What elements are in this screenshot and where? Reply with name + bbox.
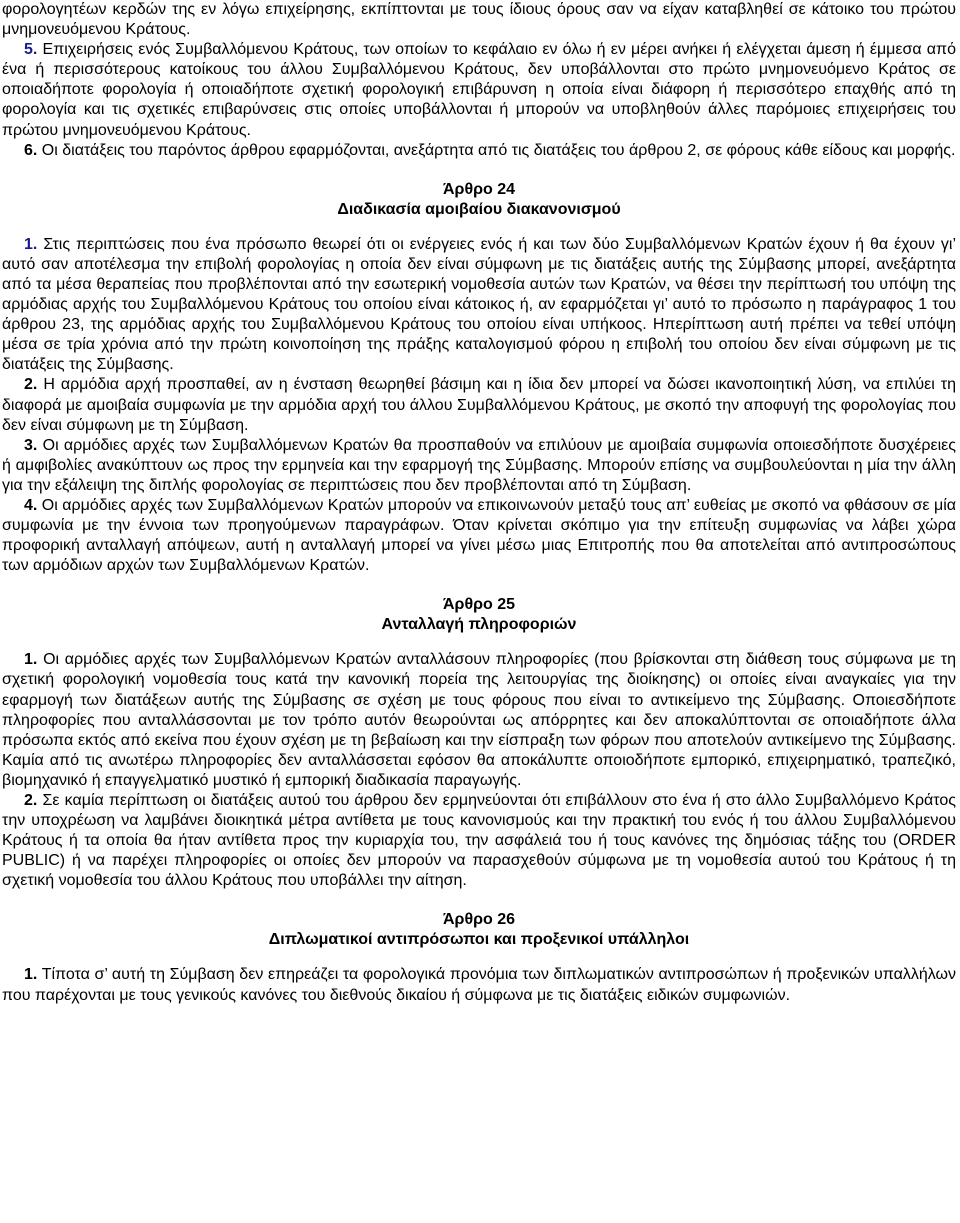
- paragraph-number: 5.: [24, 41, 38, 59]
- paragraph-continued: [2, 0, 956, 40]
- paragraph-5: [2, 40, 956, 140]
- article-25-title: Άρθρο 25: [442, 596, 515, 614]
- article-24-subtitle: Διαδικασία αμοιβαίου διακανονισμού: [337, 200, 621, 218]
- paragraph-number: 1.: [24, 651, 38, 669]
- paragraph-text: Οι αρμόδιες αρχές των Συμβαλλόμενων Κρατών θα προσπαθούν να επιλύουν με αμοιβαία συμφωνία οποιεσδήποτε δυσχέρειες ή αμφιβολίες ανακύπτουν ως προς την ερμηνεία και την εφαρμογή της Σύμβασης. Μπορούν επίσης να συμβουλεύονται η μία την άλλη για την εξάλειψη της διπλής φορολογίας σε περιπτώσεις που δεν προβλέπονται από τη Σύμβαση.: [2, 436, 956, 494]
- article-24-title: Άρθρο 24: [442, 180, 515, 198]
- paragraph-text: Τίποτα σ’ αυτή τη Σύμβαση δεν επηρεάζει τα φορολογικά προνόμια των διπλωματικών αντιπροσώπων ή προξενικών υπαλλήλων που παρέχονται με τους γενικούς κανόνες του διεθνούς δικαίου ή σύμφωνα με τις διατάξεις ειδικών συμφωνιών.: [2, 966, 957, 1004]
- paragraph-number: 3.: [24, 436, 38, 454]
- article-25-subtitle: Ανταλλαγή πληροφοριών: [381, 616, 577, 634]
- paragraph-number: 2.: [24, 376, 38, 394]
- article-26-subtitle: Διπλωματικοί αντιπρόσωποι και προξενικοί υπάλληλοι: [268, 931, 690, 949]
- paragraph-text: Οι διατάξεις του παρόντος άρθρου εφαρμόζονται, ανεξάρτητα από τις διατάξεις του άρθρου 2, σε φόρους κάθε είδους και μορφής.: [41, 141, 956, 159]
- paragraph-text: Στις περιπτώσεις που ένα πρόσωπο θεωρεί ότι οι ενέργειες ενός ή και των δύο Συμβαλλόμενων Κρατών έχουν ή θα έχουν γι’ αυτό σαν αποτέλεσμα την επιβολή φορολογίας η οποία δεν είναι σύμφωνη με τις διατάξεις αυτής της Σύμβασης μπορεί, ανεξάρτητα από τα μέσα θεραπείας που προβλέπονται από την εσωτερική νομοθεσία αυτών των Κρατών, να θέσει την περίπτωσή του υπόψη της αρμόδιας αρχής του Συμβαλλόμενου Κράτους του οποίου είναι κάτοικος ή, αν εφαρμόζεται γι’ αυτό το πρόσωπο η παράγραφος 1 του άρθρου 23, της αρμόδιας αρχής του Συμβαλλόμενου Κράτους του οποίου είναι υπήκοος. Ηπερίπτωση αυτή πρέπει να τεθεί υπόψη μέσα σε τρία χρόνια από την πρώτη κοινοποίηση της πράξης καταλογισμού φόρου η επιβολή του οποίου δεν είναι σύμφωνη με τις διατάξεις της Σύμβασης.: [2, 235, 956, 374]
- article-24-paragraph-1: [2, 235, 956, 376]
- article-26-paragraph-1: [2, 965, 956, 1005]
- article-24-paragraph-4: [2, 496, 956, 576]
- article-24-paragraph-3: [2, 436, 956, 496]
- paragraph-number: 4.: [24, 496, 38, 514]
- paragraph-number: 2.: [24, 792, 38, 809]
- paragraph-text: φορολογητέων κερδών της εν λόγω επιχείρησης, εκπίπτονται με τους ίδιους όρους σαν να είχαν καταβληθεί σε κάτοικο του πρώτου μνημονευόμενου Κράτους.: [2, 1, 956, 39]
- paragraph-text: Η αρμόδια αρχή προσπαθεί, αν η ένσταση θεωρηθεί βάσιμη και η ίδια δεν μπορεί να δώσει ικανοποιητική λύση, να επιλύει τη διαφορά με αμοιβαία συμφωνία με την αρμόδια αρχή του άλλου Συμβαλλόμενου Κράτους, με σκοπό την αποφυγή της φορολογίας που δεν είναι σύμφωνη με τη Σύμβαση.: [2, 376, 956, 434]
- paragraph-6: [2, 141, 956, 161]
- paragraph-text: Επιχειρήσεις ενός Συμβαλλόμενου Κράτους, των οποίων το κεφάλαιο εν όλω ή εν μέρει ανήκει ή ελέγχεται άμεση ή έμμεσα από ένα ή περισσότερους κατοίκους του άλλου Συμβαλλόμενου Κράτους, δεν υποβάλλονται στο πρώτο μνημονευόμενο Κράτος σε οποιαδήποτε φορολογία ή οποιαδήποτε σχετική φορολογική επιβάρυνση η οποία είναι διάφορη ή περισσότερο επαχθής από τη φορολογία και τις σχετικές επιβαρύνσεις στις οποίες υποβάλλονται ή μπορούν να υποβληθούν άλλες παρόμοιες επιχειρήσεις του πρώτου μνημονευόμενου Κράτους.: [2, 41, 956, 139]
- paragraph-number: 1.: [24, 235, 38, 253]
- paragraph-number: 6.: [24, 141, 38, 159]
- article-25-paragraph-1: [2, 650, 956, 791]
- paragraph-number: 1.: [24, 966, 38, 984]
- article-26-title: Άρθρο 26: [442, 911, 515, 929]
- paragraph-text: Οι αρμόδιες αρχές των Συμβαλλόμενων Κρατών ανταλλάσουν πληροφορίες (που βρίσκονται στη διάθεση τους σύμφωνα με τη σχετική φορολογική νομοθεσία τους κατά την κανονική πορεία της λειτουργίας της διοίκησης) οι οποίες είναι αναγκαίες για την εφαρμογή των διατάξεων αυτής της Σύμβασης σε σχέση με τους φόρους που είναι το αντικείμενο της Σύμβασης. Οποιεσδήποτε πληροφορίες που ανταλλάσσονται με τον τρόπο αυτόν θεωρούνται ως απόρρητες και δεν αποκαλύπτονται σε οποιαδήποτε άλλα πρόσωπα εκτός από εκείνα που έχουν σχέση με τη βεβαίωση και την είσπραξη των φόρων που αποτελούν αντικείμενο της Σύμβασης. Καμία από τις ανωτέρω πληροφορίες δεν ανταλλάσσεται εφόσον θα αποκάλυπτε οποιοδήποτε εμπορικό, επιχειρηματικό, τραπεζικό, βιομηχανικό ή επαγγελματικό μυστικό ή εμπορική διαδικασία παραγωγής.: [2, 651, 956, 789]
- article-25-paragraph-2: [2, 791, 956, 891]
- article-24-paragraph-2: [2, 375, 956, 435]
- paragraph-text: Σε καμία περίπτωση οι διατάξεις αυτού του άρθρου δεν ερμηνεύονται ότι επιβάλλουν στο ένα ή στο άλλο Συμβαλλόμενο Κράτος την υποχρέωση να λαμβάνει διοικητικά μέτρα αντίθετα με τους κανονισμούς και την πρακτική του ενός ή του άλλου Συμβαλλόμενου Κράτους ή τα οποία θα ήταν αντίθετα προς την κυριαρχία του, την ασφάλειά του ή τους κανόνες της δημόσιας τάξης του (ORDER PUBLIC) ή να παρέχει πληροφορίες οι οποίες δεν μπορούν να παρασχεθούν σύμφωνα με τη νομοθεσία αυτού του Κράτους ή τη σχετική νομοθεσία του άλλου Κράτους που υποβάλλει την αίτηση.: [2, 792, 957, 890]
- paragraph-text: Οι αρμόδιες αρχές των Συμβαλλόμενων Κρατών μπορούν να επικοινωνούν μεταξύ τους απ’ ευθείας με σκοπό να φθάσουν σε μία συμφωνία με την έννοια των προηγούμενων παραγράφων. Όταν κρίνεται σκόπιμο για την επίτευξη συμφωνίας να λάβει χώρα προφορική ανταλλαγή απόψεων, αυτή η ανταλλαγή μπορεί να γίνει μέσω μιας Επιτροπής που θα αποτελείται από αντιπροσώπους των αρμόδιων αρχών των Συμβαλλόμενων Κρατών.: [2, 496, 956, 575]
